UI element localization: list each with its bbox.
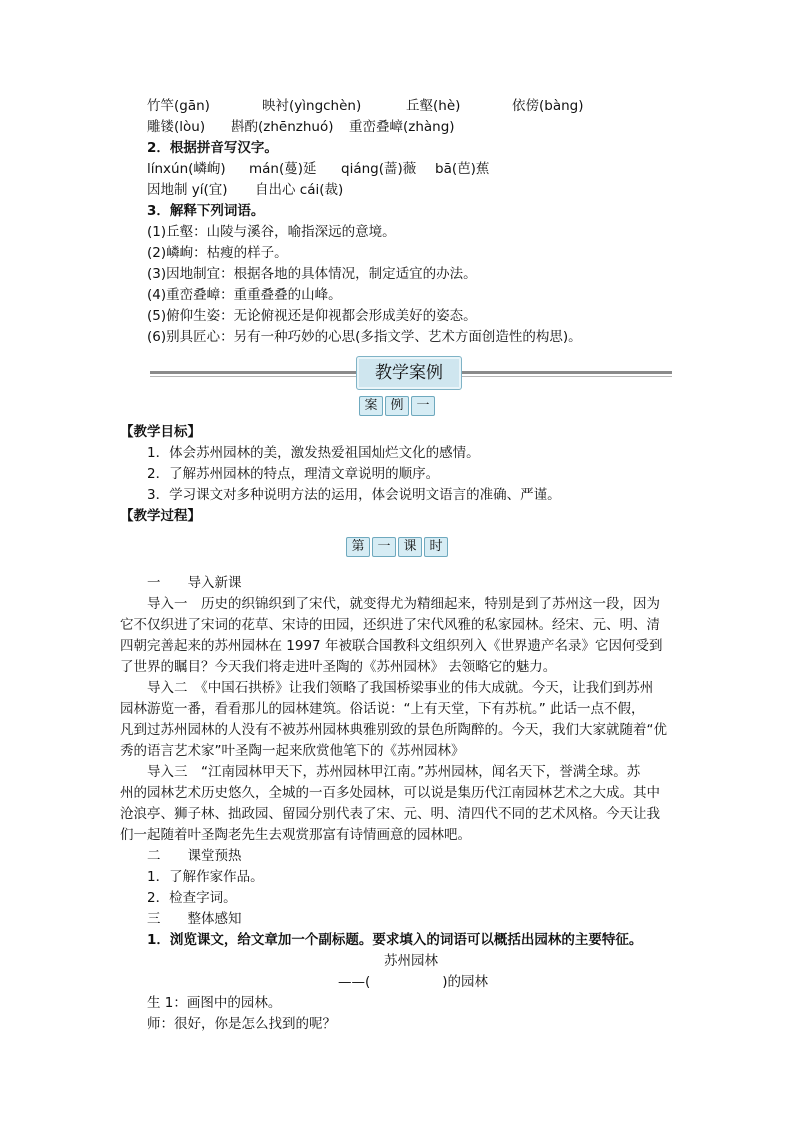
section-heading: 一 导入新课 — [147, 575, 242, 591]
subtitle-blank — [338, 972, 488, 993]
goals-heading: 【教学目标】 — [120, 424, 201, 440]
vocab-item: 依傍(bàng) — [512, 98, 584, 114]
intro-3-line: 导入三 “江南园林甲天下，苏州园林甲江南。”苏州园林，闻名天下，誉满全球。苏 — [147, 764, 641, 780]
pinyin-item: mán(蔓)延 — [249, 161, 317, 177]
q2-row-1 — [0, 159, 794, 180]
preheat-item: 1．了解作家作品。 — [147, 869, 264, 885]
intro-2-line: 秀的语言艺术家”叶圣陶一起来欣赏他笔下的《苏州园林》 — [120, 743, 465, 759]
case-badge: 一 — [411, 396, 435, 416]
vocab-item: 竹竿(gān) — [147, 98, 210, 114]
lesson-badge: 课 — [398, 537, 422, 557]
intro-3-line: 沧浪亭、狮子林、拙政园、留园分别代表了宋、元、明、清四代不同的艺术风格。今天让我 — [120, 806, 660, 822]
intro-1-line: 了世界的瞩目？今天我们将走进叶圣陶的《苏州园林》 去领略它的魅力。 — [120, 659, 557, 675]
vocab-item: 斟酌(zhēnzhuó) — [231, 119, 334, 135]
definition-item: (6)别具匠心：另有一种巧妙的心思(多指文学、艺术方面创造性的构思)。 — [147, 329, 582, 345]
definition-item: (5)俯仰生姿：无论俯视还是仰视都会形成美好的姿态。 — [147, 308, 477, 324]
definition-item: (4)重峦叠嶂：重重叠叠的山峰。 — [147, 287, 342, 303]
intro-2-line: 凡到过苏州园林的人没有不被苏州园林典雅别致的景色所陶醉的。今天，我们大家就随着“优 — [120, 722, 667, 738]
process-heading: 【教学过程】 — [120, 508, 201, 524]
lesson-badge-group — [0, 537, 794, 563]
intro-1-line: 四朝完善起来的苏州园林在 1997 年被联合国教科文组织列入《世界遗产名录》它因何受到 — [120, 638, 663, 654]
subtitle-right: )的园林 — [442, 974, 489, 990]
definition-item: (2)嶙峋：枯瘦的样子。 — [147, 245, 288, 261]
subtitle-main: 苏州园林 — [384, 953, 438, 969]
goal-item: 3．学习课文对多种说明方法的运用，体会说明文语言的准确、严谨。 — [147, 487, 561, 503]
vocab-row-1 — [0, 96, 794, 117]
preheat-item: 2．检查字词。 — [147, 890, 237, 906]
intro-2-line: 园林游览一番，看看那儿的园林建筑。俗话说：“上有天堂，下有苏杭。” 此话一点不假， — [120, 701, 645, 717]
pinyin-item: 自出心 cái(裁) — [255, 182, 344, 198]
intro-3-line: 州的园林艺术历史悠久，全城的一百多处园林，可以说是集历代江南园林艺术之大成。其中 — [120, 785, 660, 801]
definition-item: (1)丘壑：山陵与溪谷，喻指深远的意境。 — [147, 224, 396, 240]
goal-item: 1．体会苏州园林的美，激发热爱祖国灿烂文化的感情。 — [147, 445, 480, 461]
vocab-item: 雕镂(lòu) — [147, 119, 206, 135]
subtitle-blank-line — [0, 972, 794, 993]
task-1: 1．浏览课文，给文章加一个副标题。要求填入的词语可以概括出园林的主要特征。 — [147, 932, 643, 948]
definition-item: (3)因地制宜：根据各地的具体情况，制定适宜的办法。 — [147, 266, 477, 282]
subtitle-left: ——( — [338, 974, 371, 990]
intro-3-line: 们一起随着叶圣陶老先生去观赏那富有诗情画意的园林吧。 — [120, 827, 471, 843]
dialog-line: 生 1：画图中的园林。 — [147, 995, 282, 1011]
q2-row-2 — [0, 180, 794, 201]
pinyin-item: línxún(嶙峋) — [147, 161, 226, 177]
case-badge: 案 — [359, 396, 383, 416]
pinyin-item: bā(芭)蕉 — [435, 161, 490, 177]
intro-2-line: 导入二 《中国石拱桥》让我们领略了我国桥梁事业的伟大成就。今天，让我们到苏州 — [147, 680, 654, 696]
section-banner — [0, 352, 794, 396]
vocab-item: 重峦叠嶂(zhàng) — [349, 119, 455, 135]
vocab-item: 丘壑(hè) — [406, 98, 461, 114]
case-badge-group — [0, 396, 794, 422]
case-badge: 例 — [385, 396, 409, 416]
section-heading: 二 课堂预热 — [147, 848, 242, 864]
dialog-line: 师：很好，你是怎么找到的呢？ — [147, 1016, 336, 1032]
q3-title: 3．解释下列词语。 — [147, 203, 265, 219]
banner-title: 教学案例 — [356, 356, 462, 390]
subtitle-main-line — [0, 951, 794, 972]
q2-title: 2．根据拼音写汉字。 — [147, 140, 278, 156]
intro-1-line: 导入一 历史的织锦织到了宋代，就变得尤为精细起来，特别是到了苏州这一段，因为 — [147, 596, 660, 612]
section-heading: 三 整体感知 — [147, 911, 242, 927]
pinyin-item: qiáng(蔷)薇 — [341, 161, 417, 177]
goal-item: 2．了解苏州园林的特点，理清文章说明的顺序。 — [147, 466, 440, 482]
vocab-item: 映衬(yìngchèn) — [262, 98, 362, 114]
pinyin-item: 因地制 yí(宜) — [147, 182, 228, 198]
lesson-badge: 一 — [372, 537, 396, 557]
lesson-badge: 第 — [346, 537, 370, 557]
lesson-badge: 时 — [424, 537, 448, 557]
intro-1-line: 它不仅织进了宋词的花草、宋诗的田园，还织进了宋代风雅的私家园林。经宋、元、明、清 — [120, 617, 660, 633]
vocab-row-2 — [0, 117, 794, 138]
page-content — [0, 96, 794, 1035]
